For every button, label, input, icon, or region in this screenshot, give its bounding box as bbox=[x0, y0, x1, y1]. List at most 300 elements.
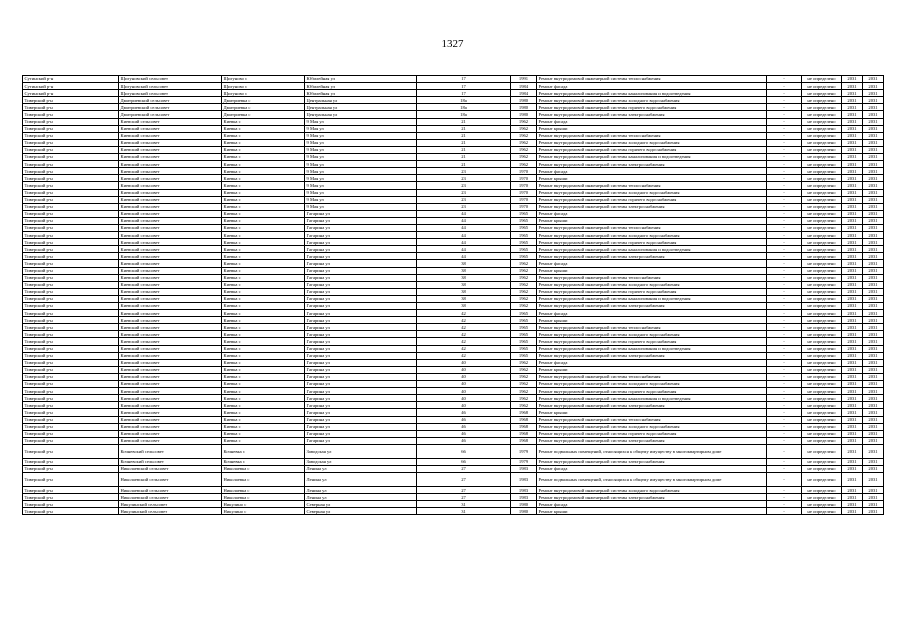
cell-work-type: Ремонт внутридомовой инженерной системы теплоснабжения bbox=[537, 324, 767, 331]
table-row bbox=[23, 501, 884, 508]
cell-dash: - bbox=[767, 118, 802, 125]
cell-work-type: Ремонт внутридомовой инженерной системы теплоснабжения bbox=[537, 416, 767, 423]
cell-cost: не определено bbox=[802, 154, 842, 161]
cell-work-type: Ремонт подвальных помещений, относящихся к общему имуществу в многоквартирном доме bbox=[537, 473, 767, 487]
cell-year-from: 2031 bbox=[842, 487, 863, 494]
cell-dash: - bbox=[767, 423, 802, 430]
cell-work-type: Ремонт фасада bbox=[537, 260, 767, 267]
cell-settlement: Киевка с bbox=[222, 295, 305, 302]
cell-year-from: 2031 bbox=[842, 317, 863, 324]
cell-dash: - bbox=[767, 430, 802, 437]
table-row bbox=[23, 104, 884, 111]
cell-house-number: 38 bbox=[417, 281, 511, 288]
cell-cost: не определено bbox=[802, 132, 842, 139]
cell-work-type: Ремонт крыши bbox=[537, 217, 767, 224]
cell-dash: - bbox=[767, 295, 802, 302]
cell-district: Тиверский р-н bbox=[23, 239, 119, 246]
cell-street: 9 Мая ул bbox=[305, 161, 417, 168]
table-row bbox=[23, 331, 884, 338]
page-number: 1327 bbox=[441, 38, 464, 50]
cell-build-year: 1962 bbox=[511, 288, 537, 295]
cell-district: Тиверский р-н bbox=[23, 345, 119, 352]
cell-district: Тиверский р-н bbox=[23, 182, 119, 189]
cell-house-number: 44 bbox=[417, 210, 511, 217]
cell-year-to: 2031 bbox=[863, 203, 884, 210]
cell-cost: не определено bbox=[802, 366, 842, 373]
cell-house-number: 27 bbox=[417, 487, 511, 494]
cell-district: Тиверский р-н bbox=[23, 388, 119, 395]
cell-work-type: Ремонт крыши bbox=[537, 267, 767, 274]
cell-year-to: 2031 bbox=[863, 345, 884, 352]
cell-build-year: 1968 bbox=[511, 430, 537, 437]
cell-year-to: 2031 bbox=[863, 90, 884, 97]
cell-year-from: 2031 bbox=[842, 409, 863, 416]
cell-year-to: 2031 bbox=[863, 224, 884, 231]
cell-dash: - bbox=[767, 395, 802, 402]
cell-district: Тиверский р-н bbox=[23, 111, 119, 118]
cell-district: Тиверский р-н bbox=[23, 458, 119, 465]
cell-year-to: 2031 bbox=[863, 168, 884, 175]
cell-municipality: Киевский сельсовет bbox=[119, 196, 222, 203]
table-row bbox=[23, 416, 884, 423]
cell-build-year: 1965 bbox=[511, 239, 537, 246]
cell-district: Тиверский р-н bbox=[23, 437, 119, 444]
cell-municipality: Киевский сельсовет bbox=[119, 139, 222, 146]
cell-house-number: 66 bbox=[417, 458, 511, 465]
cell-cost: не определено bbox=[802, 310, 842, 317]
cell-district: Тиверский р-н bbox=[23, 139, 119, 146]
cell-house-number: 44 bbox=[417, 232, 511, 239]
cell-year-from: 2031 bbox=[842, 260, 863, 267]
cell-work-type: Ремонт фасада bbox=[537, 310, 767, 317]
cell-settlement: Киевка с bbox=[222, 125, 305, 132]
cell-municipality: Киевский сельсовет bbox=[119, 175, 222, 182]
table-row bbox=[23, 430, 884, 437]
cell-municipality: Киевский сельсовет bbox=[119, 125, 222, 132]
cell-work-type: Ремонт подвальных помещений, относящихся к общему имуществу в многоквартирном доме bbox=[537, 444, 767, 458]
cell-year-from: 2031 bbox=[842, 303, 863, 310]
cell-work-type: Ремонт внутридомовой инженерной системы электроснабжения bbox=[537, 494, 767, 501]
cell-year-to: 2031 bbox=[863, 317, 884, 324]
cell-dash: - bbox=[767, 444, 802, 458]
table-body bbox=[23, 76, 884, 515]
table-row bbox=[23, 83, 884, 90]
cell-build-year: 1962 bbox=[511, 154, 537, 161]
cell-year-from: 2031 bbox=[842, 359, 863, 366]
cell-street: Гагарина ул bbox=[305, 310, 417, 317]
cell-street: Гагарина ул bbox=[305, 295, 417, 302]
cell-work-type: Ремонт внутридомовой инженерной системы холодного водоснабжения bbox=[537, 381, 767, 388]
table-row bbox=[23, 402, 884, 409]
cell-work-type: Ремонт крыши bbox=[537, 508, 767, 515]
cell-municipality: Киевский сельсовет bbox=[119, 366, 222, 373]
cell-build-year: 1965 bbox=[511, 210, 537, 217]
cell-work-type: Ремонт внутридомовой инженерной системы электроснабжения bbox=[537, 437, 767, 444]
cell-street: Ленина ул bbox=[305, 465, 417, 472]
cell-district: Тиверский р-н bbox=[23, 338, 119, 345]
cell-street: Гагарина ул bbox=[305, 210, 417, 217]
cell-house-number: 46 bbox=[417, 423, 511, 430]
cell-municipality: Дмитриевский сельсовет bbox=[119, 104, 222, 111]
cell-work-type: Ремонт крыши bbox=[537, 317, 767, 324]
cell-work-type: Ремонт фасада bbox=[537, 359, 767, 366]
cell-settlement: Киевка с bbox=[222, 352, 305, 359]
cell-build-year: 1980 bbox=[511, 508, 537, 515]
cell-settlement: Киевка с bbox=[222, 359, 305, 366]
cell-year-to: 2031 bbox=[863, 196, 884, 203]
cell-build-year: 1965 bbox=[511, 224, 537, 231]
cell-street: Гагарина ул bbox=[305, 281, 417, 288]
cell-settlement: Киевка с bbox=[222, 175, 305, 182]
cell-work-type: Ремонт фасада bbox=[537, 118, 767, 125]
cell-year-from: 2031 bbox=[842, 430, 863, 437]
cell-district: Тиверский р-н bbox=[23, 168, 119, 175]
cell-street: Гагарина ул bbox=[305, 345, 417, 352]
cell-cost: не определено bbox=[802, 161, 842, 168]
cell-house-number: 27 bbox=[417, 465, 511, 472]
cell-settlement: Киевка с bbox=[222, 139, 305, 146]
cell-cost: не определено bbox=[802, 90, 842, 97]
cell-house-number: 42 bbox=[417, 352, 511, 359]
cell-district: Тиверский р-н bbox=[23, 303, 119, 310]
cell-year-from: 2031 bbox=[842, 175, 863, 182]
cell-settlement: Киевка с bbox=[222, 416, 305, 423]
cell-district: Тиверский р-н bbox=[23, 288, 119, 295]
cell-year-from: 2031 bbox=[842, 331, 863, 338]
cell-work-type: Ремонт внутридомовой инженерной системы электроснабжения bbox=[537, 458, 767, 465]
cell-house-number: 40 bbox=[417, 359, 511, 366]
cell-work-type: Ремонт внутридомовой инженерной системы холодного водоснабжения bbox=[537, 423, 767, 430]
cell-municipality: Киевский сельсовет bbox=[119, 402, 222, 409]
cell-year-to: 2031 bbox=[863, 104, 884, 111]
cell-house-number: 42 bbox=[417, 345, 511, 352]
cell-cost: не определено bbox=[802, 430, 842, 437]
cell-municipality: Дмитриевский сельсовет bbox=[119, 111, 222, 118]
cell-cost: не определено bbox=[802, 473, 842, 487]
cell-settlement: Киевка с bbox=[222, 260, 305, 267]
cell-municipality: Киевский сельсовет bbox=[119, 324, 222, 331]
cell-settlement: Киевка с bbox=[222, 395, 305, 402]
cell-build-year: 1962 bbox=[511, 139, 537, 146]
cell-municipality: Киевский сельсовет bbox=[119, 232, 222, 239]
cell-district: Тиверский р-н bbox=[23, 487, 119, 494]
cell-settlement: Киевка с bbox=[222, 217, 305, 224]
cell-district: Сутинский р-н bbox=[23, 76, 119, 83]
table-row bbox=[23, 494, 884, 501]
cell-house-number: 17 bbox=[417, 76, 511, 83]
cell-dash: - bbox=[767, 303, 802, 310]
cell-settlement: Киевка с bbox=[222, 246, 305, 253]
cell-build-year: 1962 bbox=[511, 373, 537, 380]
cell-settlement: Киевка с bbox=[222, 210, 305, 217]
cell-work-type: Ремонт внутридомовой инженерной системы холодного водоснабжения bbox=[537, 487, 767, 494]
cell-dash: - bbox=[767, 288, 802, 295]
cell-dash: - bbox=[767, 501, 802, 508]
cell-year-to: 2031 bbox=[863, 132, 884, 139]
cell-build-year: 1979 bbox=[511, 458, 537, 465]
cell-year-from: 2031 bbox=[842, 465, 863, 472]
cell-build-year: 1965 bbox=[511, 345, 537, 352]
cell-year-from: 2031 bbox=[842, 473, 863, 487]
capital-repair-table-container bbox=[22, 75, 883, 515]
cell-house-number: 38 bbox=[417, 267, 511, 274]
cell-build-year: 1962 bbox=[511, 118, 537, 125]
cell-dash: - bbox=[767, 232, 802, 239]
cell-dash: - bbox=[767, 239, 802, 246]
cell-house-number: 40 bbox=[417, 373, 511, 380]
cell-work-type: Ремонт внутридомовой инженерной системы теплоснабжения bbox=[537, 132, 767, 139]
table-row bbox=[23, 168, 884, 175]
cell-build-year: 1962 bbox=[511, 274, 537, 281]
cell-dash: - bbox=[767, 203, 802, 210]
cell-dash: - bbox=[767, 267, 802, 274]
cell-work-type: Ремонт внутридомовой инженерной системы электроснабжения bbox=[537, 402, 767, 409]
cell-work-type: Ремонт внутридомовой инженерной системы теплоснабжения bbox=[537, 373, 767, 380]
cell-year-from: 2031 bbox=[842, 458, 863, 465]
cell-street: Гагарина ул bbox=[305, 395, 417, 402]
cell-street: 9 Мая ул bbox=[305, 182, 417, 189]
cell-street: 9 Мая ул bbox=[305, 146, 417, 153]
cell-settlement: Никулино с bbox=[222, 508, 305, 515]
cell-dash: - bbox=[767, 473, 802, 487]
cell-settlement: Киевка с bbox=[222, 317, 305, 324]
cell-street: Гагарина ул bbox=[305, 352, 417, 359]
cell-work-type: Ремонт внутридомовой инженерной системы холодного водоснабжения bbox=[537, 97, 767, 104]
table-row bbox=[23, 324, 884, 331]
cell-house-number: 42 bbox=[417, 324, 511, 331]
cell-build-year: 1965 bbox=[511, 310, 537, 317]
cell-year-from: 2031 bbox=[842, 189, 863, 196]
cell-district: Тиверский р-н bbox=[23, 324, 119, 331]
cell-year-from: 2031 bbox=[842, 118, 863, 125]
cell-municipality: Киевский сельсовет bbox=[119, 182, 222, 189]
cell-year-from: 2031 bbox=[842, 253, 863, 260]
cell-cost: не определено bbox=[802, 487, 842, 494]
cell-build-year: 1962 bbox=[511, 146, 537, 153]
cell-settlement: Дмитриевка с bbox=[222, 104, 305, 111]
table-row bbox=[23, 437, 884, 444]
cell-year-to: 2031 bbox=[863, 487, 884, 494]
cell-settlement: Киевка с bbox=[222, 409, 305, 416]
cell-year-to: 2031 bbox=[863, 239, 884, 246]
cell-dash: - bbox=[767, 111, 802, 118]
table-row bbox=[23, 317, 884, 324]
cell-street: Гагарина ул bbox=[305, 324, 417, 331]
cell-work-type: Ремонт внутридомовой инженерной системы горячего водоснабжения bbox=[537, 288, 767, 295]
cell-street: 9 Мая ул bbox=[305, 118, 417, 125]
cell-settlement: Киевка с bbox=[222, 402, 305, 409]
cell-build-year: 1983 bbox=[511, 473, 537, 487]
cell-dash: - bbox=[767, 310, 802, 317]
cell-work-type: Ремонт внутридомовой инженерной системы теплоснабжения bbox=[537, 182, 767, 189]
cell-settlement: Киевка с bbox=[222, 168, 305, 175]
cell-house-number: 31 bbox=[417, 501, 511, 508]
cell-year-to: 2031 bbox=[863, 310, 884, 317]
cell-dash: - bbox=[767, 324, 802, 331]
cell-municipality: Киевский сельсовет bbox=[119, 154, 222, 161]
cell-municipality: Киевский сельсовет bbox=[119, 189, 222, 196]
cell-dash: - bbox=[767, 359, 802, 366]
cell-house-number: 27 bbox=[417, 473, 511, 487]
table-row bbox=[23, 253, 884, 260]
cell-year-to: 2031 bbox=[863, 217, 884, 224]
cell-cost: не определено bbox=[802, 97, 842, 104]
cell-cost: не определено bbox=[802, 416, 842, 423]
cell-municipality: Киевский сельсовет bbox=[119, 146, 222, 153]
cell-build-year: 1980 bbox=[511, 111, 537, 118]
cell-street: 9 Мая ул bbox=[305, 168, 417, 175]
cell-year-to: 2031 bbox=[863, 465, 884, 472]
table-row bbox=[23, 267, 884, 274]
cell-dash: - bbox=[767, 253, 802, 260]
cell-year-to: 2031 bbox=[863, 281, 884, 288]
cell-municipality: Киевский сельсовет bbox=[119, 317, 222, 324]
cell-year-to: 2031 bbox=[863, 402, 884, 409]
cell-work-type: Ремонт внутридомовой инженерной системы холодного водоснабжения bbox=[537, 281, 767, 288]
cell-year-to: 2031 bbox=[863, 444, 884, 458]
cell-cost: не определено bbox=[802, 139, 842, 146]
cell-build-year: 1991 bbox=[511, 76, 537, 83]
cell-dash: - bbox=[767, 189, 802, 196]
table-row bbox=[23, 175, 884, 182]
cell-district: Тиверский р-н bbox=[23, 196, 119, 203]
cell-cost: не определено bbox=[802, 345, 842, 352]
cell-district: Тиверский р-н bbox=[23, 253, 119, 260]
cell-cost: не определено bbox=[802, 402, 842, 409]
table-row bbox=[23, 76, 884, 83]
cell-cost: не определено bbox=[802, 501, 842, 508]
cell-year-from: 2031 bbox=[842, 246, 863, 253]
cell-dash: - bbox=[767, 317, 802, 324]
cell-street: Гагарина ул bbox=[305, 331, 417, 338]
cell-dash: - bbox=[767, 281, 802, 288]
cell-house-number: 18а bbox=[417, 111, 511, 118]
cell-district: Тиверский р-н bbox=[23, 132, 119, 139]
cell-year-to: 2031 bbox=[863, 409, 884, 416]
cell-house-number: 18а bbox=[417, 104, 511, 111]
cell-work-type: Ремонт фасада bbox=[537, 83, 767, 90]
cell-district: Тиверский р-н bbox=[23, 118, 119, 125]
cell-district: Тиверский р-н bbox=[23, 331, 119, 338]
cell-settlement: Киевка с bbox=[222, 118, 305, 125]
cell-house-number: 44 bbox=[417, 217, 511, 224]
table-row bbox=[23, 161, 884, 168]
cell-year-from: 2031 bbox=[842, 416, 863, 423]
cell-year-from: 2031 bbox=[842, 161, 863, 168]
cell-cost: не определено bbox=[802, 409, 842, 416]
cell-dash: - bbox=[767, 260, 802, 267]
cell-house-number: 38 bbox=[417, 295, 511, 302]
cell-cost: не определено bbox=[802, 508, 842, 515]
cell-house-number: 31 bbox=[417, 508, 511, 515]
cell-work-type: Ремонт внутридомовой инженерной системы холодного водоснабжения bbox=[537, 139, 767, 146]
cell-work-type: Ремонт внутридомовой инженерной системы электроснабжения bbox=[537, 352, 767, 359]
cell-year-to: 2031 bbox=[863, 97, 884, 104]
cell-settlement: Киевка с bbox=[222, 146, 305, 153]
cell-year-to: 2031 bbox=[863, 154, 884, 161]
cell-municipality: Киевский сельсовет bbox=[119, 388, 222, 395]
cell-street: 9 Мая ул bbox=[305, 154, 417, 161]
cell-cost: не определено bbox=[802, 210, 842, 217]
cell-settlement: Киевка с bbox=[222, 239, 305, 246]
cell-cost: не определено bbox=[802, 125, 842, 132]
cell-municipality: Киевский сельсовет bbox=[119, 409, 222, 416]
cell-year-from: 2031 bbox=[842, 338, 863, 345]
cell-dash: - bbox=[767, 388, 802, 395]
cell-street: Гагарина ул bbox=[305, 338, 417, 345]
cell-cost: не определено bbox=[802, 182, 842, 189]
cell-work-type: Ремонт крыши bbox=[537, 366, 767, 373]
cell-street: Гагарина ул bbox=[305, 366, 417, 373]
cell-municipality: Дмитриевский сельсовет bbox=[119, 97, 222, 104]
cell-year-from: 2031 bbox=[842, 97, 863, 104]
cell-municipality: Киевский сельсовет bbox=[119, 295, 222, 302]
cell-house-number: 23 bbox=[417, 203, 511, 210]
table-row bbox=[23, 139, 884, 146]
cell-year-to: 2031 bbox=[863, 416, 884, 423]
cell-year-to: 2031 bbox=[863, 494, 884, 501]
cell-street: 9 Мая ул bbox=[305, 189, 417, 196]
cell-municipality: Кочневский сельсовет bbox=[119, 458, 222, 465]
cell-cost: не определено bbox=[802, 224, 842, 231]
cell-municipality: Киевский сельсовет bbox=[119, 303, 222, 310]
cell-work-type: Ремонт внутридомовой инженерной системы горячего водоснабжения bbox=[537, 196, 767, 203]
cell-work-type: Ремонт внутридомовой инженерной системы канализования и водоотведения bbox=[537, 90, 767, 97]
cell-cost: не определено bbox=[802, 303, 842, 310]
cell-cost: не определено bbox=[802, 232, 842, 239]
cell-cost: не определено bbox=[802, 295, 842, 302]
cell-house-number: 17 bbox=[417, 83, 511, 90]
cell-dash: - bbox=[767, 217, 802, 224]
cell-dash: - bbox=[767, 83, 802, 90]
cell-year-from: 2031 bbox=[842, 381, 863, 388]
cell-cost: не определено bbox=[802, 104, 842, 111]
cell-street: Гагарина ул bbox=[305, 224, 417, 231]
cell-district: Сутинский р-н bbox=[23, 90, 119, 97]
cell-street: Гагарина ул bbox=[305, 232, 417, 239]
cell-district: Тиверский р-н bbox=[23, 381, 119, 388]
cell-house-number: 23 bbox=[417, 196, 511, 203]
cell-house-number: 44 bbox=[417, 253, 511, 260]
cell-street: Гагарина ул bbox=[305, 267, 417, 274]
cell-settlement: Николаевка с bbox=[222, 487, 305, 494]
table-row bbox=[23, 359, 884, 366]
cell-build-year: 1965 bbox=[511, 331, 537, 338]
cell-work-type: Ремонт внутридомовой инженерной системы канализования и водоотведения bbox=[537, 345, 767, 352]
cell-work-type: Ремонт внутридомовой инженерной системы холодного водоснабжения bbox=[537, 232, 767, 239]
cell-build-year: 1983 bbox=[511, 487, 537, 494]
cell-district: Тиверский р-н bbox=[23, 494, 119, 501]
cell-cost: не определено bbox=[802, 444, 842, 458]
cell-year-from: 2031 bbox=[842, 324, 863, 331]
cell-year-to: 2031 bbox=[863, 161, 884, 168]
cell-year-from: 2031 bbox=[842, 395, 863, 402]
cell-year-from: 2031 bbox=[842, 281, 863, 288]
cell-street: Центральная ул bbox=[305, 111, 417, 118]
cell-street: Гагарина ул bbox=[305, 253, 417, 260]
cell-municipality: Киевский сельсовет bbox=[119, 381, 222, 388]
cell-municipality: Киевский сельсовет bbox=[119, 168, 222, 175]
cell-settlement: Щигуново с bbox=[222, 83, 305, 90]
cell-cost: не определено bbox=[802, 146, 842, 153]
cell-house-number: 17 bbox=[417, 90, 511, 97]
cell-work-type: Ремонт внутридомовой инженерной системы холодного водоснабжения bbox=[537, 331, 767, 338]
cell-dash: - bbox=[767, 331, 802, 338]
cell-build-year: 1965 bbox=[511, 338, 537, 345]
cell-house-number: 38 bbox=[417, 260, 511, 267]
cell-settlement: Киевка с bbox=[222, 274, 305, 281]
cell-dash: - bbox=[767, 104, 802, 111]
